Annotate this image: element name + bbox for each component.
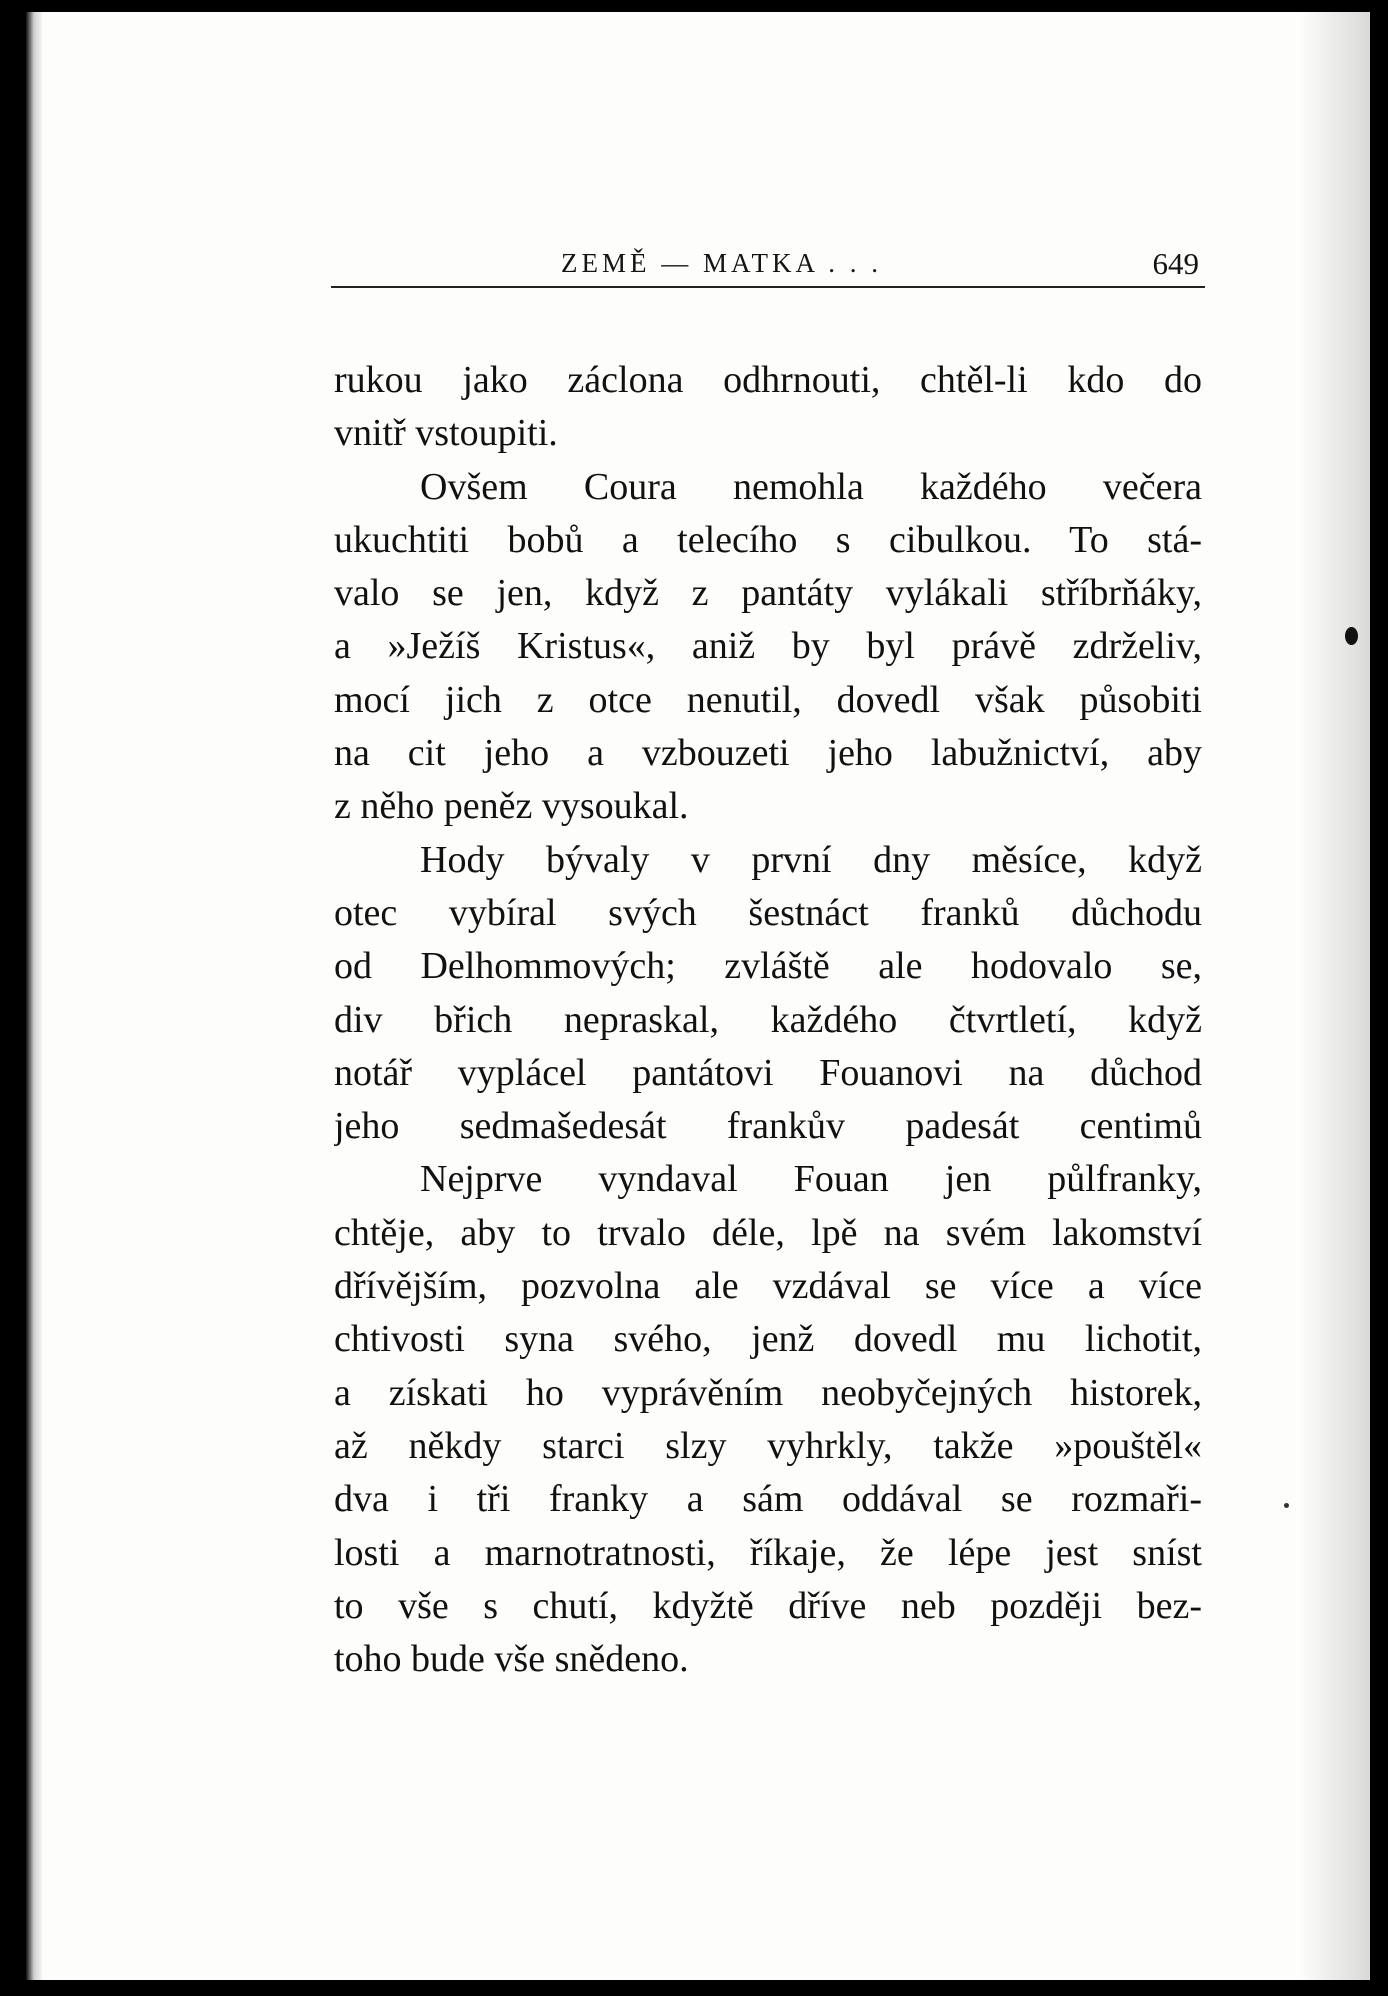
book-page	[26, 12, 1370, 1980]
paragraph-start-line: Hody bývaly v první dny měsíce, když	[420, 838, 1202, 881]
text-line: otec vybíral svých šestnáct franků důchodu	[334, 891, 1202, 934]
text-line: až někdy starci slzy vyhrkly, takže »pouštěl«	[334, 1424, 1202, 1467]
text-line: od Delhommových; zvláště ale hodovalo se,	[334, 945, 1202, 988]
text-line: vnitř vstoupiti.	[334, 412, 558, 455]
text-line: toho bude vše snědeno.	[334, 1638, 689, 1681]
running-title: ZEMĚ — MATKA . . .	[561, 248, 882, 278]
text-line: jeho sedmašedesát frankův padesát centimů	[334, 1105, 1202, 1148]
text-line: rukou jako záclona odhrnouti, chtěl-li kdo do	[334, 359, 1202, 401]
text-line: to vše s chutí, kdyžtě dříve neb později bez-	[334, 1584, 1202, 1627]
text-line: z něho peněz vysoukal.	[334, 785, 689, 828]
text-line: mocí jich z otce nenutil, dovedl však působiti	[334, 678, 1202, 721]
paragraph-start-line: Ovšem Coura nemohla každého večera	[420, 465, 1202, 508]
text-line: valo se jen, když z pantáty vylákali stříbrňáky,	[334, 572, 1202, 615]
text-line: chtěje, aby to trvalo déle, lpě na svém lakomství	[334, 1211, 1202, 1254]
text-line: dva i tři franky a sám oddával se rozmaři-	[334, 1478, 1202, 1521]
body-text	[334, 354, 1202, 1686]
text-line: na cit jeho a vzbouzeti jeho labužnictví, aby	[334, 732, 1202, 775]
page-number: 649	[1152, 246, 1199, 281]
text-line: chtivosti syna svého, jenž dovedl mu lichotit,	[334, 1318, 1202, 1361]
margin-dot-mark	[1284, 1503, 1289, 1508]
text-line: losti a marnotratnosti, říkaje, že lépe jest sníst	[334, 1531, 1202, 1574]
paragraph-start-line: Nejprve vyndaval Fouan jen půlfranky,	[420, 1158, 1202, 1201]
text-line: a získati ho vyprávěním neobyčejných historek,	[334, 1371, 1202, 1414]
text-line: notář vyplácel pantátovi Fouanovi na důchod	[334, 1051, 1202, 1094]
text-line: dřívějším, pozvolna ale vzdával se více a více	[334, 1265, 1202, 1308]
text-line: div břich nepraskal, každého čtvrtletí, když	[334, 998, 1202, 1041]
text-line: a »Ježíš Kristus«, aniž by byl právě zdrželiv,	[334, 625, 1202, 668]
page-edge-shadow	[1300, 12, 1370, 1980]
text-line: ukuchtiti bobů a telecího s cibulkou. To stá-	[334, 518, 1202, 561]
page-header	[331, 246, 1205, 288]
page-binding-edge	[26, 12, 42, 1980]
margin-ink-mark	[1345, 627, 1358, 645]
